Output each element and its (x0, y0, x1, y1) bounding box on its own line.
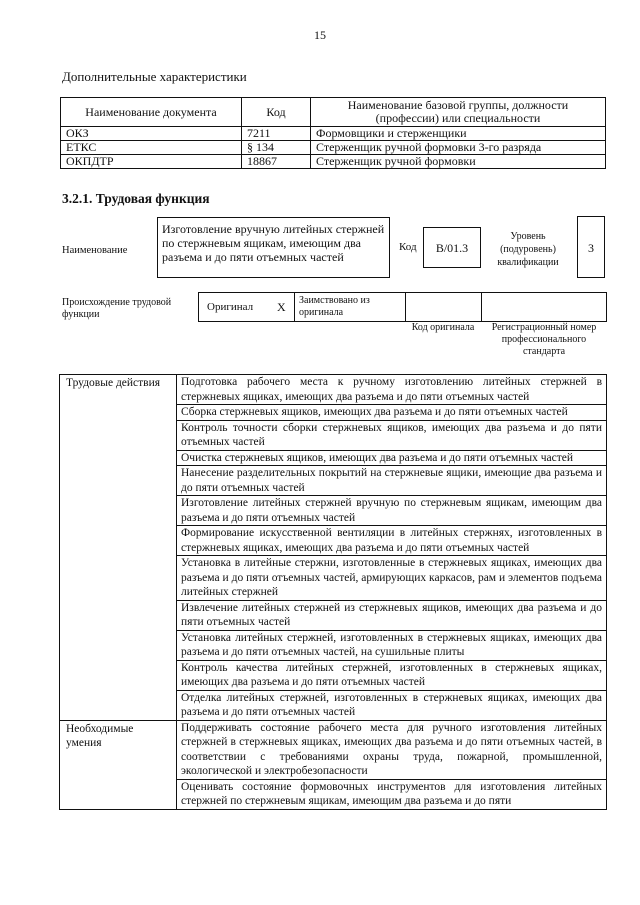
code-original-label: Код оригинала (411, 322, 475, 333)
code-cell: § 134 (242, 141, 311, 155)
table-header-row (61, 98, 606, 127)
name-cell: Стерженщик ручной формовки (311, 155, 606, 169)
code-label: Код (399, 241, 417, 253)
origin-label: Происхождение трудовой функции (62, 297, 172, 320)
function-code: B/01.3 (423, 227, 481, 268)
divider (294, 293, 295, 321)
table-row (61, 141, 606, 155)
name-label: Наименование (62, 245, 128, 256)
extra-characteristics-title: Дополнительные характеристики (62, 69, 247, 84)
table-row (60, 720, 607, 779)
code-cell: 18867 (242, 155, 311, 169)
table-row (61, 127, 606, 141)
column-header: Наименование базовой группы, должности (профессии) или специальности (311, 98, 606, 127)
original-mark: X (277, 300, 286, 314)
labor-action: Изготовление литейных стержней вручную по стержневым ящикам, имеющим два разъема и до пяти отъемных частей (177, 496, 607, 526)
labor-action: Отделка литейных стержней, изготовленных в стержневых ящиках, имеющих два разъема и до пяти отъемных частей (177, 690, 607, 720)
level-label: Уровень (подуровень) квалификации (497, 231, 559, 268)
page-number: 15 (314, 28, 326, 42)
column-header: Наименование документа (61, 98, 242, 127)
labor-action: Извлечение литейных стержней из стержневых ящиков, имеющих два разъема и до пяти отъемных частей (177, 600, 607, 630)
doc-cell: ОКЗ (61, 127, 242, 141)
labor-action: Контроль точности сборки стержневых ящиков, имеющих два разъема и до пяти отъемных частей (177, 420, 607, 450)
qualification-level: 3 (577, 216, 605, 278)
name-cell: Формовщики и стерженщики (311, 127, 606, 141)
labor-action: Нанесение разделительных покрытий на стержневые ящики, имеющие два разъема и до пяти отъемных частей (177, 466, 607, 496)
divider (481, 293, 482, 321)
skill-item: Оценивать состояние формовочных инструментов для изготовления литейных стержней по стержневым ящикам, имеющим два разъема и до пяти (177, 779, 607, 809)
doc-cell: ЕТКС (61, 141, 242, 155)
column-header: Код (242, 98, 311, 127)
code-cell: 7211 (242, 127, 311, 141)
labor-action: Установка литейных стержней, изготовленных в стержневых ящиках, имеющих два разъема и до пяти отъемных частей, на сушильные плиты (177, 630, 607, 660)
labor-action: Очистка стержневых ящиков, имеющих два разъема и до пяти отъемных частей (177, 450, 607, 466)
name-cell: Стерженщик ручной формовки 3-го разряда (311, 141, 606, 155)
borrowed-label: Заимствовано из оригинала (299, 295, 370, 318)
skills-label: Необходимые умения (60, 720, 177, 809)
labor-actions-label: Трудовые действия (60, 375, 177, 721)
table-row (60, 375, 607, 405)
origin-table (198, 292, 607, 322)
original-label: Оригинал (207, 301, 254, 313)
labor-action: Подготовка рабочего места к ручному изготовлению литейных стержней в стержневых ящиках, имеющих два разъема и до пяти отъемных частей (177, 375, 607, 405)
function-details-table (59, 374, 607, 810)
labor-action: Установка в литейные стержни, изготовленные в стержневых ящиках, имеющих два разъема и до пяти отъемных частей, армирующих каркасов, рам и элементов подъема литейных стержней (177, 556, 607, 601)
function-name: Изготовление вручную литейных стержней по стержневым ящикам, имеющим два разъема и до пяти отъемных частей (157, 217, 390, 278)
skill-item: Поддерживать состояние рабочего места для ручного изготовления литейных стержней в стержневых ящиках, имеющих два разъема и до пяти отъемных частей, в соответствии с требованиями охраны труда, пожарной, промышленной, экологической и электробезопасности (177, 720, 607, 779)
divider (405, 293, 406, 321)
labor-action: Формирование искусственной вентиляции в литейных стержнях, изготовленных в стержневых ящиках, имеющих два разъема и до пяти отъемных частей (177, 526, 607, 556)
table-row (61, 155, 606, 169)
doc-cell: ОКПДТР (61, 155, 242, 169)
labor-action: Сборка стержневых ящиков, имеющих два разъема и до пяти отъемных частей (177, 405, 607, 421)
labor-action: Контроль качества литейных стержней, изготовленных в стержневых ящиках, имеющих два разъема и до пяти отъемных частей (177, 660, 607, 690)
extra-characteristics-table (60, 97, 606, 169)
section-title: 3.2.1. Трудовая функция (62, 191, 210, 206)
reg-number-label: Регистрационный номер профессионального стандарта (491, 322, 597, 357)
